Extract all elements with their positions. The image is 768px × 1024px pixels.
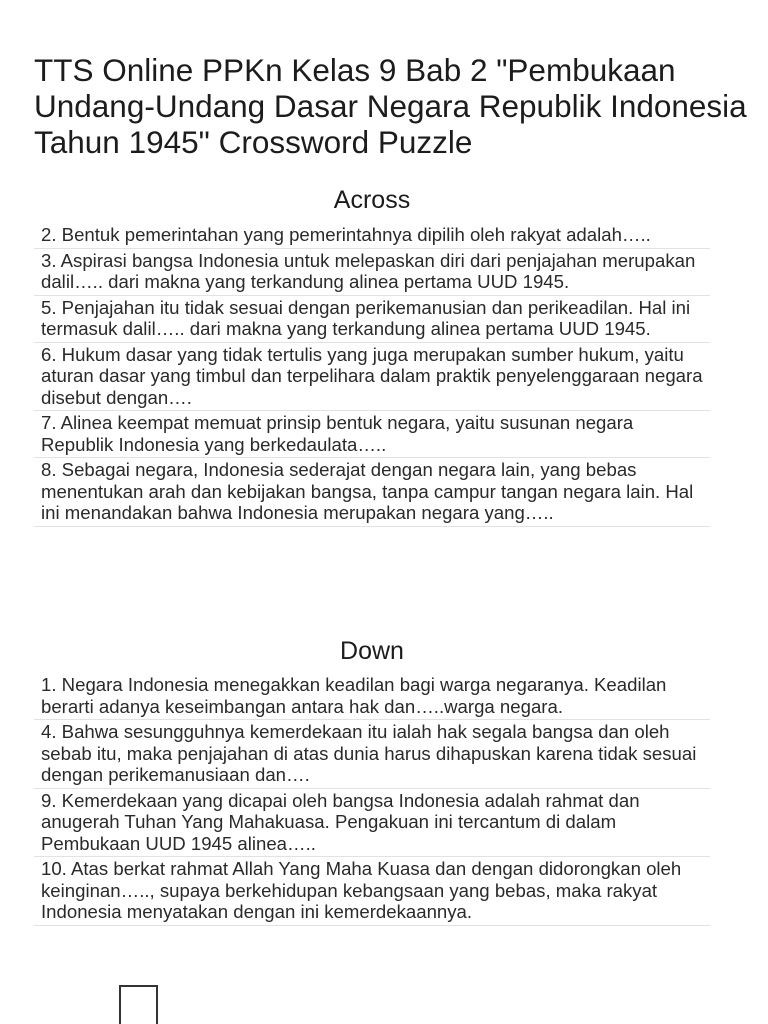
down-clue-10: 10. Atas berkat rahmat Allah Yang Maha Kuasa dan dengan didorongkan oleh keinginan….., supaya berkehidupan kebangsaan yang bebas, maka rakyat Indonesia menyatakan dengan ini kemerdekaannya. <box>34 857 710 926</box>
across-clue-2: 2. Bentuk pemerintahan yang pemerintahnya dipilih oleh rakyat adalah….. <box>34 223 710 249</box>
across-clue-3: 3. Aspirasi bangsa Indonesia untuk melepaskan diri dari penjajahan merupakan dalil….. dari makna yang terkandung alinea pertama UUD 1945. <box>34 249 710 296</box>
across-heading: Across <box>333 186 411 214</box>
across-clue-8: 8. Sebagai negara, Indonesia sederajat dengan negara lain, yang bebas menentukan arah dan kebijakan bangsa, tanpa campur tangan negara lain. Hal ini menandakan bahwa Indonesia merupakan negara yang….. <box>34 458 710 527</box>
down-clue-list <box>34 673 710 926</box>
page-title: TTS Online PPKn Kelas 9 Bab 2 "Pembukaan Undang-Undang Dasar Negara Republik Indonesia Tahun 1945" Crossword Puzzle <box>34 52 747 160</box>
down-heading: Down <box>340 637 404 665</box>
down-clue-9: 9. Kemerdekaan yang dicapai oleh bangsa Indonesia adalah rahmat dan anugerah Tuhan Yang Mahakuasa. Pengakuan ini tercantum di dalam Pembukaan UUD 1945 alinea….. <box>34 789 710 858</box>
crossword-grid-cell[interactable] <box>119 985 158 1024</box>
across-clue-5: 5. Penjajahan itu tidak sesuai dengan perikemanusian dan perikeadilan. Hal ini termasuk dalil….. dari makna yang terkandung alinea pertama UUD 1945. <box>34 296 710 343</box>
across-clue-6: 6. Hukum dasar yang tidak tertulis yang juga merupakan sumber hukum, yaitu aturan dasar yang timbul dan terpelihara dalam praktik penyelenggaraan negara disebut dengan…. <box>34 343 710 412</box>
down-clue-1: 1. Negara Indonesia menegakkan keadilan bagi warga negaranya. Keadilan berarti adanya keseimbangan antara hak dan…..warga negara. <box>34 673 710 720</box>
across-clue-7: 7. Alinea keempat memuat prinsip bentuk negara, yaitu susunan negara Republik Indonesia yang berkedaulata….. <box>34 411 710 458</box>
across-clue-list <box>34 223 710 527</box>
down-clue-4: 4. Bahwa sesungguhnya kemerdekaan itu ialah hak segala bangsa dan oleh sebab itu, maka penjajahan di atas dunia harus dihapuskan karena tidak sesuai dengan perikemanusiaan dan…. <box>34 720 710 789</box>
